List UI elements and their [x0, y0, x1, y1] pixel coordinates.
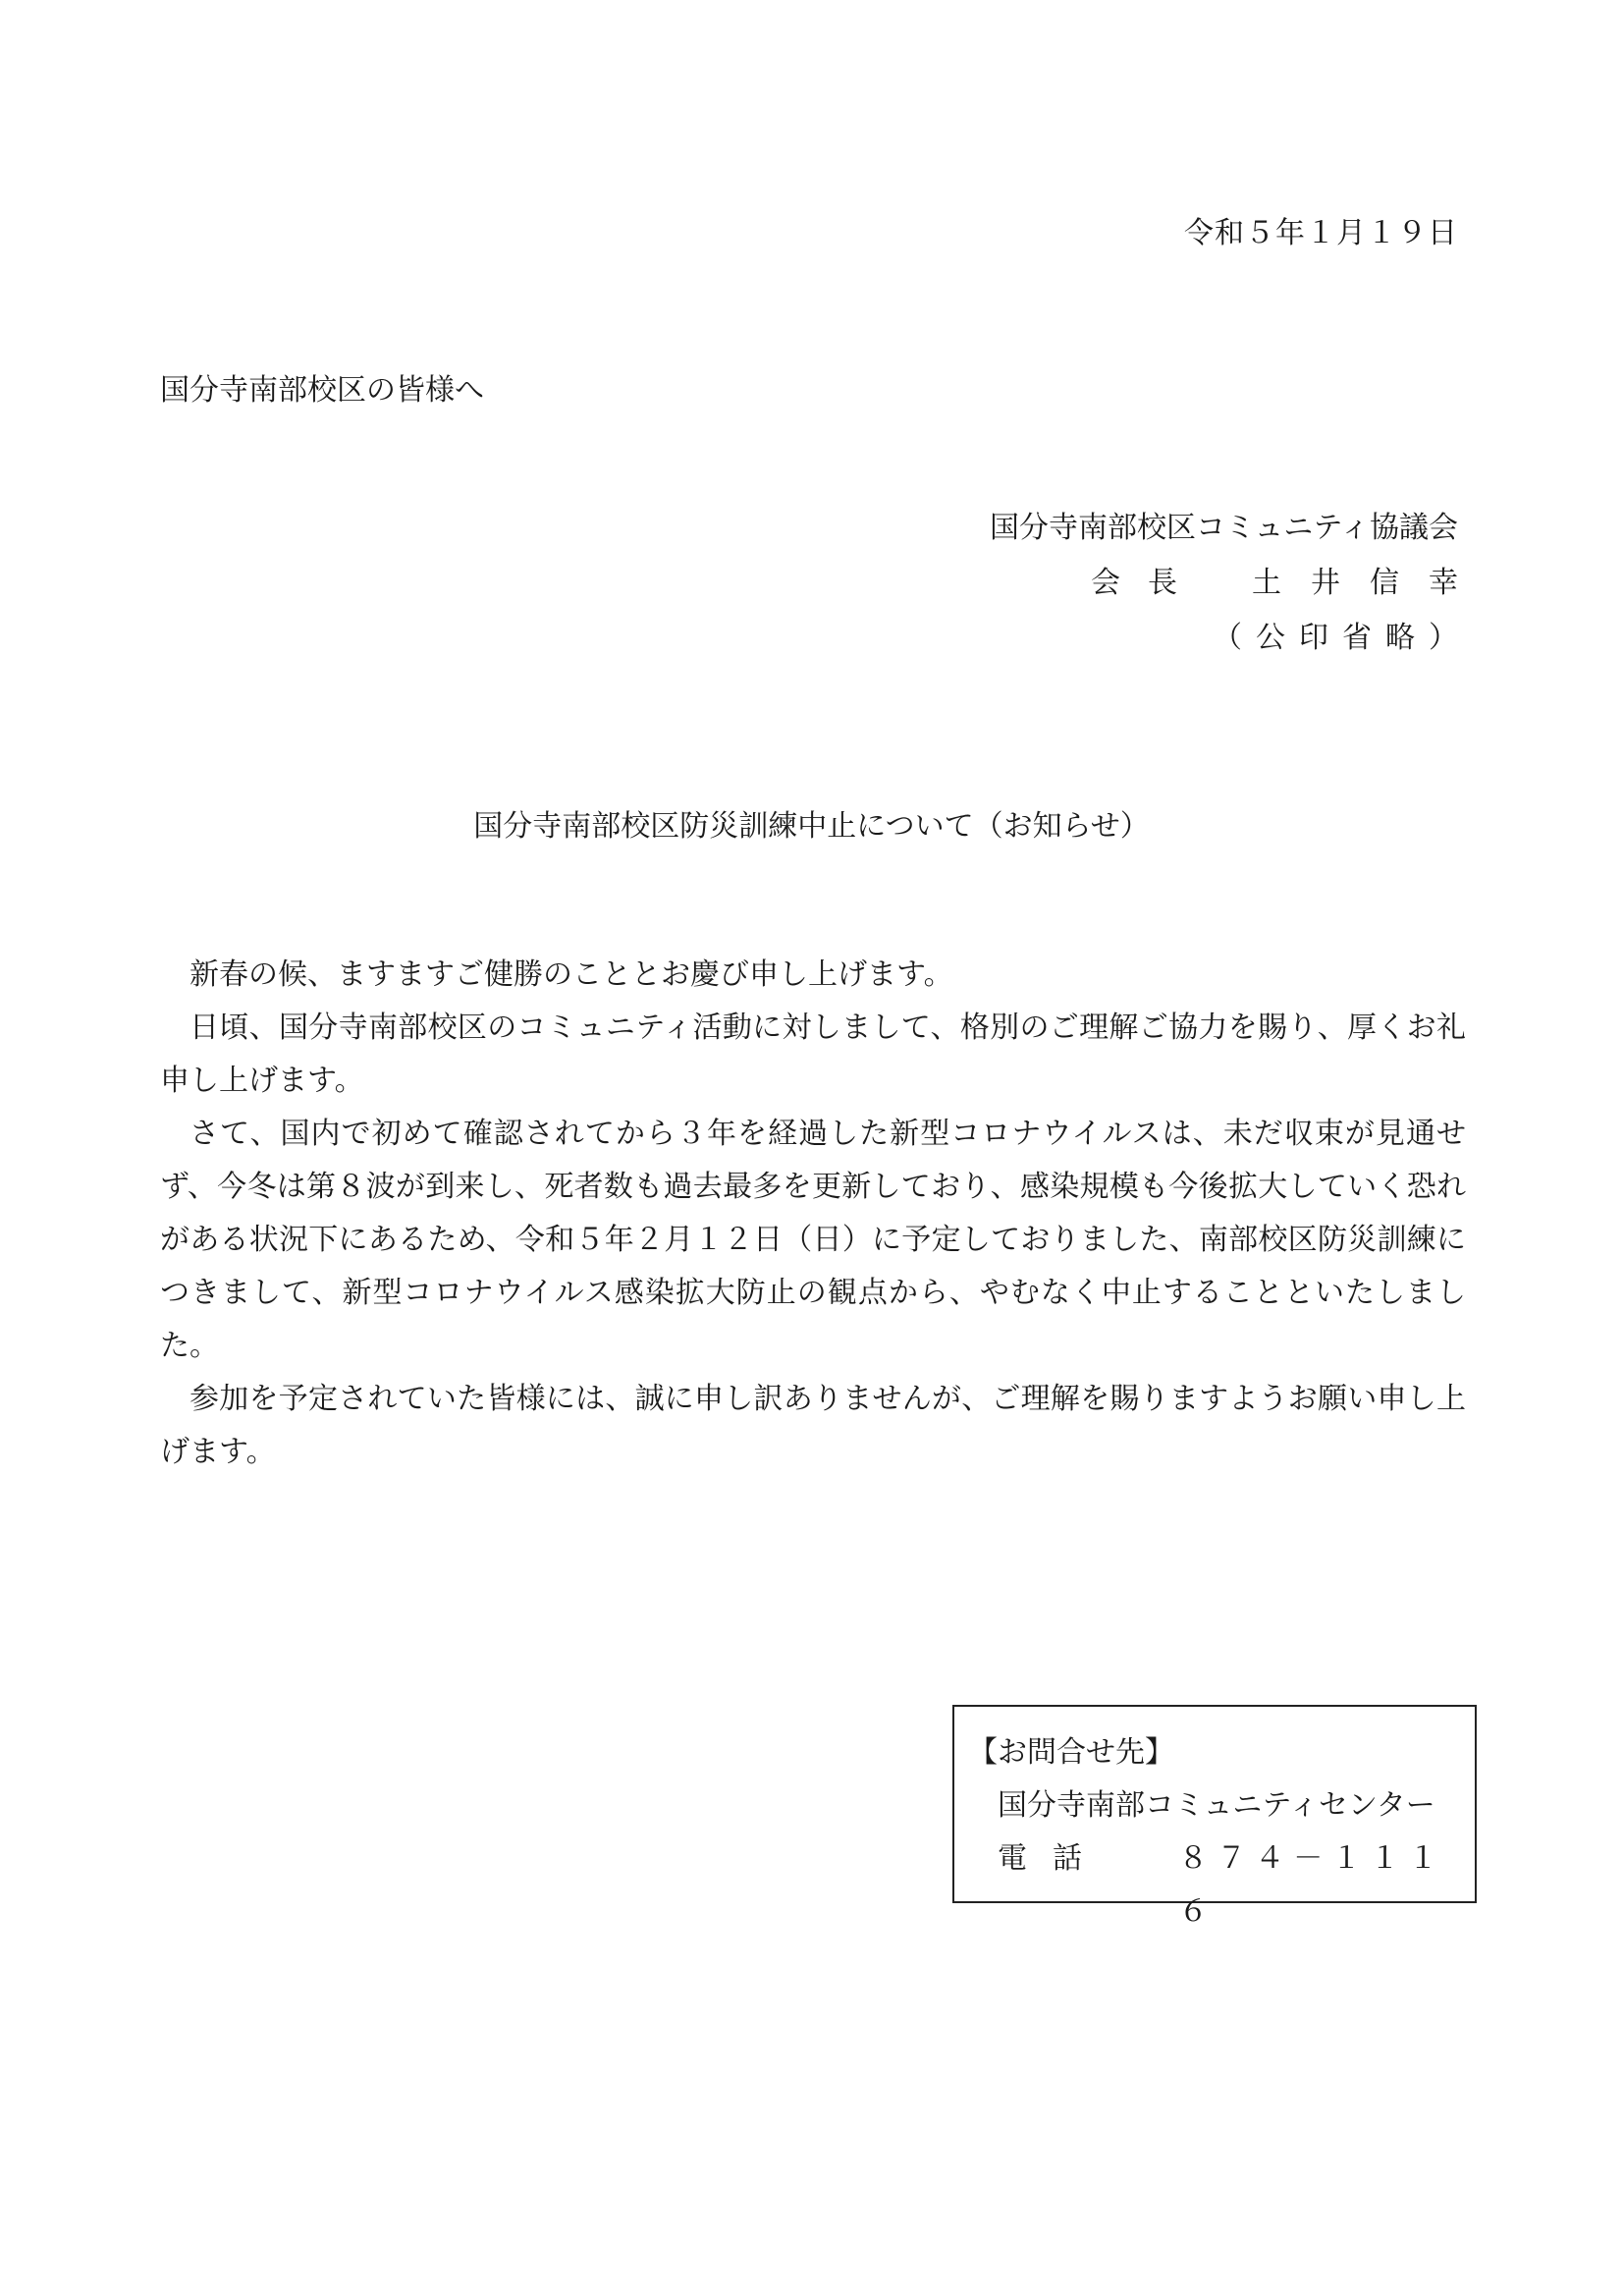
subject-heading: 国分寺南部校区防災訓練中止について（お知らせ） — [473, 809, 1150, 844]
contact-phone — [976, 1832, 1455, 1939]
seal-omitted-note: （公印省略） — [1213, 621, 1472, 655]
sender-person — [990, 556, 1488, 611]
sender-name: 土井信幸 — [1252, 566, 1488, 600]
letter-body — [160, 949, 1466, 1479]
contact-title: 【お問合せ先】 — [968, 1735, 1174, 1770]
phone-label: 電話 — [998, 1841, 1108, 1876]
sender-role: 会長 — [1091, 566, 1205, 600]
contact-center: 国分寺南部コミュニティセンター — [998, 1788, 1435, 1823]
sender-organization: 国分寺南部校区コミュニティ協議会 — [990, 511, 1458, 545]
body-paragraph: 日頃、国分寺南部校区のコミュニティ活動に対しまして、格別のご理解ご協力を賜り、厚くお礼申し上げます。 — [160, 1011, 1466, 1098]
body-paragraph: 参加を予定されていた皆様には、誠に申し訳ありませんが、ご理解を賜りますようお願い申し上げます。 — [160, 1382, 1466, 1469]
letter-date: 令和５年１月１９日 — [1184, 216, 1458, 250]
phone-number: ８７４－１１１６ — [1178, 1841, 1447, 1929]
sender-block — [990, 501, 1488, 666]
body-paragraph: 新春の候、ますますご健勝のこととお慶び申し上げます。 — [189, 957, 953, 992]
contact-box — [952, 1705, 1477, 1929]
body-paragraph: さて、国内で初めて確認されてから３年を経過した新型コロナウイルスは、未だ収束が見通せず、今冬は第８波が到来し、死者数も過去最多を更新しており、感染規模も今後拡大していく恐れがある状況下にあるため、令和５年２月１２日（日）に予定しておりました、南部校区防災訓練につきまして、新型コロナウイルス感染拡大防止の観点から、やむなく中止することといたしました。 — [160, 1117, 1466, 1363]
addressee: 国分寺南部校区の皆様へ — [160, 373, 484, 408]
